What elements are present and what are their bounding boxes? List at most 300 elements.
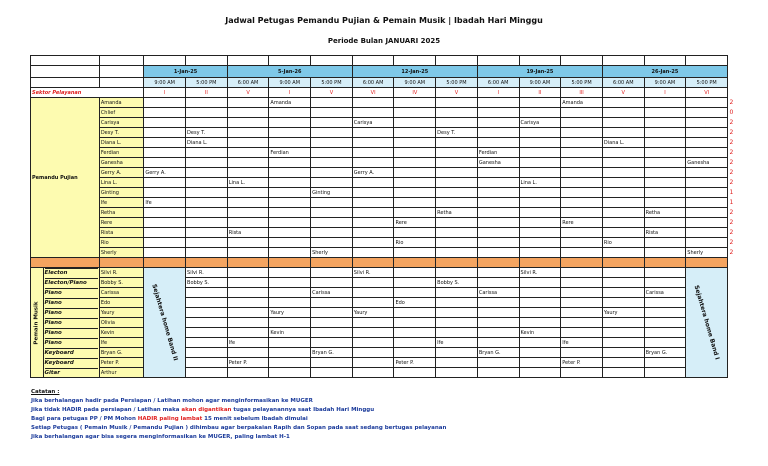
assignment-cell: [186, 118, 228, 128]
sektor-value: III: [561, 88, 603, 98]
assignment-cell: [602, 168, 644, 178]
assignment-cell: [186, 198, 228, 208]
assignment-cell: [519, 128, 561, 138]
assignment-cell: [644, 118, 686, 128]
table-row: [31, 268, 728, 278]
assignment-cell: [477, 278, 519, 288]
assignment-cell: Carissa: [477, 288, 519, 298]
assignment-cell: [352, 248, 394, 258]
assignment-cell: [519, 188, 561, 198]
assignment-cell: [602, 328, 644, 338]
assignment-cell: [602, 368, 644, 378]
assignment-cell: [477, 338, 519, 348]
assignment-cell: [144, 128, 186, 138]
time-header: 5:00 PM: [561, 78, 603, 88]
date-header: 12-Jan-25: [352, 66, 477, 78]
assignment-cell: [686, 108, 728, 118]
assignment-cell: [186, 318, 228, 328]
assignment-cell: [144, 208, 186, 218]
assignment-cell: [269, 198, 311, 208]
assignment-cell: [352, 108, 394, 118]
assignment-cell: Yaury: [269, 308, 311, 318]
date-header: 5-Jan-26: [227, 66, 352, 78]
assignment-cell: [186, 358, 228, 368]
person-name: Olivia: [99, 318, 144, 328]
assignment-cell: [477, 168, 519, 178]
assignment-cell: [644, 98, 686, 108]
instrument-label: Piano: [45, 288, 99, 298]
separator-cell: [602, 258, 644, 268]
table-row: [31, 128, 728, 138]
separator-cell: [31, 258, 100, 268]
assignment-cell: Bobby S.: [436, 278, 478, 288]
assignment-cell: [144, 118, 186, 128]
assignment-cell: Diana L.: [186, 138, 228, 148]
table-row: [31, 298, 728, 308]
assignment-cell: [227, 118, 269, 128]
assignment-cell: [686, 218, 728, 228]
assignment-cell: [394, 328, 436, 338]
assignment-cell: [227, 368, 269, 378]
table-row: [31, 348, 728, 358]
assignment-cell: Peter P.: [561, 358, 603, 368]
assignment-cell: [519, 308, 561, 318]
time-header: 5:00 PM: [686, 78, 728, 88]
assignment-cell: [311, 138, 353, 148]
table-row: [31, 368, 728, 378]
assignment-cell: [394, 368, 436, 378]
assignment-cell: [686, 178, 728, 188]
assignment-cell: [519, 248, 561, 258]
assignment-cell: [477, 178, 519, 188]
corner-cell: [99, 78, 144, 88]
person-name: Bryan G.: [99, 348, 144, 358]
person-name: Carisya: [99, 118, 144, 128]
assignment-cell: [477, 268, 519, 278]
blank-cell: [227, 56, 269, 66]
assignment-cell: [644, 328, 686, 338]
assignment-cell: [269, 218, 311, 228]
assignment-cell: [227, 98, 269, 108]
assignment-cell: Peter P.: [227, 358, 269, 368]
assignment-cell: [227, 318, 269, 328]
assignment-cell: [352, 158, 394, 168]
assignment-cell: [394, 318, 436, 328]
separator-cell: [311, 258, 353, 268]
time-header: 9:00 AM: [269, 78, 311, 88]
assignment-cell: [311, 268, 353, 278]
time-header: 6:00 AM: [352, 78, 394, 88]
person-name: Desy T.: [99, 128, 144, 138]
assignment-cell: [394, 228, 436, 238]
sektor-value: II: [519, 88, 561, 98]
sektor-value: I: [644, 88, 686, 98]
assignment-cell: [269, 228, 311, 238]
table-row: [31, 148, 728, 158]
assignment-count: 2: [729, 228, 734, 236]
assignment-cell: [311, 98, 353, 108]
assignment-cell: Rista: [644, 228, 686, 238]
assignment-cell: [186, 208, 228, 218]
assignment-cell: [477, 108, 519, 118]
blank-cell: [436, 56, 478, 66]
assignment-cell: [519, 148, 561, 158]
assignment-cell: [477, 208, 519, 218]
corner-cell: [31, 56, 100, 66]
assignment-cell: [477, 238, 519, 248]
assignment-cell: [477, 128, 519, 138]
assignment-count: 2: [729, 178, 734, 186]
assignment-cell: [561, 168, 603, 178]
sektor-value: IV: [394, 88, 436, 98]
assignment-cell: [269, 348, 311, 358]
assignment-cell: [269, 128, 311, 138]
assignment-cell: [144, 218, 186, 228]
assignment-cell: [602, 148, 644, 158]
assignment-cell: Silvi R.: [352, 268, 394, 278]
separator-cell: [99, 258, 144, 268]
assignment-count: 2: [729, 98, 734, 106]
table-row: [31, 118, 728, 128]
table-row: [31, 208, 728, 218]
assignment-cell: Amanda: [269, 98, 311, 108]
assignment-cell: [561, 328, 603, 338]
separator-cell: [227, 258, 269, 268]
assignment-cell: [602, 348, 644, 358]
assignment-cell: [561, 128, 603, 138]
assignment-cell: [227, 198, 269, 208]
notes-section: [31, 388, 446, 442]
assignment-cell: Gerry A.: [352, 168, 394, 178]
assignment-cell: [227, 168, 269, 178]
assignment-cell: [519, 228, 561, 238]
assignment-cell: [227, 328, 269, 338]
assignment-cell: Bryan G.: [644, 348, 686, 358]
assignment-cell: [269, 288, 311, 298]
assignment-cell: Ganesha: [686, 158, 728, 168]
assignment-cell: [352, 148, 394, 158]
assignment-cell: [311, 208, 353, 218]
assignment-count: 1: [729, 198, 734, 206]
assignment-cell: [144, 98, 186, 108]
instrument-label: Electon/Piano: [45, 278, 99, 288]
assignment-cell: [269, 248, 311, 258]
assignment-cell: [561, 138, 603, 148]
assignment-cell: [436, 288, 478, 298]
assignment-cell: [227, 138, 269, 148]
assignment-cell: [227, 148, 269, 158]
assignment-cell: [686, 138, 728, 148]
assignment-cell: [686, 228, 728, 238]
table-row: [31, 228, 728, 238]
assignment-cell: [436, 368, 478, 378]
assignment-count: 2: [729, 128, 734, 136]
assignment-cell: [561, 318, 603, 328]
table-row: [31, 288, 728, 298]
assignment-cell: [352, 328, 394, 338]
table-row: [31, 278, 728, 288]
assignment-cell: [186, 98, 228, 108]
time-header: 9:00 AM: [644, 78, 686, 88]
table-row: [31, 198, 728, 208]
assignment-cell: [144, 148, 186, 158]
table-row: [31, 168, 728, 178]
assignment-cell: [186, 178, 228, 188]
assignment-cell: [686, 208, 728, 218]
table-row: [31, 248, 728, 258]
blank-cell: [561, 56, 603, 66]
time-header: 9:00 AM: [144, 78, 186, 88]
assignment-cell: [602, 298, 644, 308]
assignment-cell: [436, 218, 478, 228]
assignment-cell: [352, 298, 394, 308]
table-row: [31, 108, 728, 118]
assignment-cell: [602, 248, 644, 258]
sektor-value: V: [602, 88, 644, 98]
assignment-cell: [144, 108, 186, 118]
assignment-cell: Desy T.: [436, 128, 478, 138]
assignment-cell: [144, 188, 186, 198]
note-line-5: Jika berhalangan agar bisa segera menginformasikan ke MUGER, paling lambat H-1: [31, 434, 290, 440]
assignment-cell: [602, 178, 644, 188]
assignment-cell: [644, 148, 686, 158]
assignment-cell: [436, 308, 478, 318]
assignment-cell: [311, 228, 353, 238]
assignment-cell: [644, 238, 686, 248]
assignment-cell: [519, 108, 561, 118]
corner-cell: [99, 66, 144, 78]
person-name: Gerry A.: [99, 168, 144, 178]
time-header: 6:00 AM: [477, 78, 519, 88]
table-row: [31, 98, 728, 108]
assignment-cell: [602, 128, 644, 138]
assignment-cell: [602, 188, 644, 198]
assignment-count: 0: [729, 108, 734, 116]
assignment-cell: [311, 128, 353, 138]
assignment-cell: [602, 358, 644, 368]
time-header: 5:00 PM: [436, 78, 478, 88]
assignment-cell: Gerry A.: [144, 168, 186, 178]
assignment-cell: [686, 168, 728, 178]
assignment-cell: Ganesha: [477, 158, 519, 168]
assignment-count: 2: [729, 168, 734, 176]
sektor-value: I: [144, 88, 186, 98]
assignment-cell: [436, 98, 478, 108]
blank-cell: [394, 56, 436, 66]
person-name: Amanda: [99, 98, 144, 108]
assignment-cell: Peter P.: [394, 358, 436, 368]
person-name: Lina L.: [99, 178, 144, 188]
assignment-cell: Rio: [394, 238, 436, 248]
assignment-cell: [352, 218, 394, 228]
corner-cell: [99, 56, 144, 66]
table-row: [31, 178, 728, 188]
assignment-cell: [519, 348, 561, 358]
assignment-cell: [394, 208, 436, 218]
assignment-cell: [477, 328, 519, 338]
assignment-cell: [394, 158, 436, 168]
blank-cell: [311, 56, 353, 66]
assignment-cell: [227, 188, 269, 198]
note-line-1: Jika berhalangan hadir pada Persiapan / Latihan mohon agar menginformasikan ke MUGER: [31, 398, 313, 404]
table-row: [31, 218, 728, 228]
schedule-table: [30, 55, 728, 378]
person-name: Retha: [99, 208, 144, 218]
instrument-label: Piano: [45, 308, 99, 318]
corner-cell: [31, 66, 100, 78]
assignment-cell: [186, 228, 228, 238]
assignment-cell: [686, 128, 728, 138]
assignment-cell: [227, 218, 269, 228]
assignment-count: 1: [729, 188, 734, 196]
assignment-cell: [477, 248, 519, 258]
assignment-cell: [269, 108, 311, 118]
assignment-cell: [644, 158, 686, 168]
table-row: [31, 308, 728, 318]
assignment-cell: [394, 308, 436, 318]
note-line-2: Jika tidak HADIR pada persiapan / Latihan maka akan digantikan tugas pelayanannya saat Ibadah Hari Minggu: [31, 407, 375, 413]
assignment-cell: [227, 128, 269, 138]
assignment-cell: [477, 318, 519, 328]
assignment-cell: [686, 118, 728, 128]
assignment-cell: [186, 188, 228, 198]
assignment-cell: [352, 188, 394, 198]
time-header: 9:00 AM: [394, 78, 436, 88]
assignment-cell: [644, 358, 686, 368]
assignment-cell: [436, 148, 478, 158]
assignment-cell: Edo: [394, 298, 436, 308]
blank-cell: [186, 56, 228, 66]
assignment-cell: [644, 368, 686, 378]
assignment-cell: [561, 158, 603, 168]
assignment-cell: [436, 298, 478, 308]
separator-cell: [519, 258, 561, 268]
assignment-cell: [311, 358, 353, 368]
assignment-cell: [269, 158, 311, 168]
assignment-cell: [394, 268, 436, 278]
assignment-cell: [311, 118, 353, 128]
page-subtitle: Periode Bulan JANUARI 2025: [327, 37, 441, 45]
assignment-cell: [311, 338, 353, 348]
assignment-cell: [227, 158, 269, 168]
instrument-label: Piano: [45, 328, 99, 338]
assignment-cell: Ginting: [311, 188, 353, 198]
assignment-cell: [436, 358, 478, 368]
assignment-cell: [436, 168, 478, 178]
assignment-cell: [561, 178, 603, 188]
assignment-count: 2: [729, 248, 734, 256]
assignment-cell: [352, 238, 394, 248]
assignment-cell: [561, 108, 603, 118]
assignment-cell: [311, 278, 353, 288]
assignment-cell: [311, 168, 353, 178]
assignment-cell: [561, 248, 603, 258]
assignment-cell: [519, 238, 561, 248]
assignment-cell: Rere: [561, 218, 603, 228]
assignment-cell: [352, 358, 394, 368]
table-row: [31, 238, 728, 248]
assignment-cell: [519, 198, 561, 208]
assignment-cell: [186, 238, 228, 248]
separator-cell: [561, 258, 603, 268]
assignment-cell: [269, 178, 311, 188]
person-name: Kevin: [99, 328, 144, 338]
separator-cell: [477, 258, 519, 268]
assignment-cell: [311, 238, 353, 248]
assignment-cell: [477, 98, 519, 108]
instrument-label: Electon: [45, 268, 99, 278]
assignment-count: 2: [729, 138, 734, 146]
assignment-cell: [186, 158, 228, 168]
assignment-count: 2: [729, 158, 734, 166]
assignment-cell: [269, 238, 311, 248]
assignment-cell: [311, 328, 353, 338]
table-row: [31, 158, 728, 168]
assignment-count: 2: [729, 208, 734, 216]
assignment-cell: [394, 278, 436, 288]
assignment-cell: [311, 198, 353, 208]
assignment-cell: [352, 208, 394, 218]
assignment-cell: Silvi R.: [519, 268, 561, 278]
sektor-value: I: [269, 88, 311, 98]
assignment-cell: [561, 288, 603, 298]
assignment-cell: [519, 218, 561, 228]
person-name: Ife: [99, 198, 144, 208]
band-name-label: Sejahtera home Band I: [692, 284, 721, 361]
assignment-cell: [477, 218, 519, 228]
separator-cell: [352, 258, 394, 268]
note-line-3: Bagi para petugas PP / PM Mohon HADIR paling lambat 15 menit sebelum Ibadah dimulai: [31, 416, 308, 422]
assignment-cell: [269, 278, 311, 288]
assignment-count: 2: [729, 148, 734, 156]
assignment-cell: [436, 158, 478, 168]
assignment-cell: [519, 168, 561, 178]
pemandu-section-label: Pemandu Pujian: [31, 98, 100, 258]
assignment-cell: [644, 138, 686, 148]
assignment-cell: [269, 208, 311, 218]
blank-cell: [269, 56, 311, 66]
assignment-cell: [561, 308, 603, 318]
assignment-cell: [186, 168, 228, 178]
assignment-cell: [602, 268, 644, 278]
table-row: [31, 338, 728, 348]
assignment-cell: [561, 238, 603, 248]
assignment-cell: [394, 288, 436, 298]
assignment-cell: [186, 368, 228, 378]
assignment-cell: [561, 368, 603, 378]
table-row: [31, 358, 728, 368]
notes-heading: Catatan :: [31, 389, 60, 395]
assignment-cell: [352, 318, 394, 328]
assignment-cell: [144, 228, 186, 238]
assignment-cell: [561, 348, 603, 358]
assignment-count: 2: [729, 218, 734, 226]
instrument-label: Gitar: [45, 368, 99, 378]
assignment-cell: [519, 208, 561, 218]
assignment-cell: [519, 338, 561, 348]
assignment-cell: [144, 178, 186, 188]
assignment-cell: Retha: [436, 208, 478, 218]
assignment-cell: [269, 368, 311, 378]
date-header: 26-Jan-25: [602, 66, 727, 78]
assignment-count: 2: [729, 238, 734, 246]
person-name: Edo: [99, 298, 144, 308]
assignment-cell: [519, 318, 561, 328]
sektor-value: V: [311, 88, 353, 98]
assignment-cell: [477, 308, 519, 318]
assignment-cell: [311, 298, 353, 308]
assignment-cell: [352, 228, 394, 238]
